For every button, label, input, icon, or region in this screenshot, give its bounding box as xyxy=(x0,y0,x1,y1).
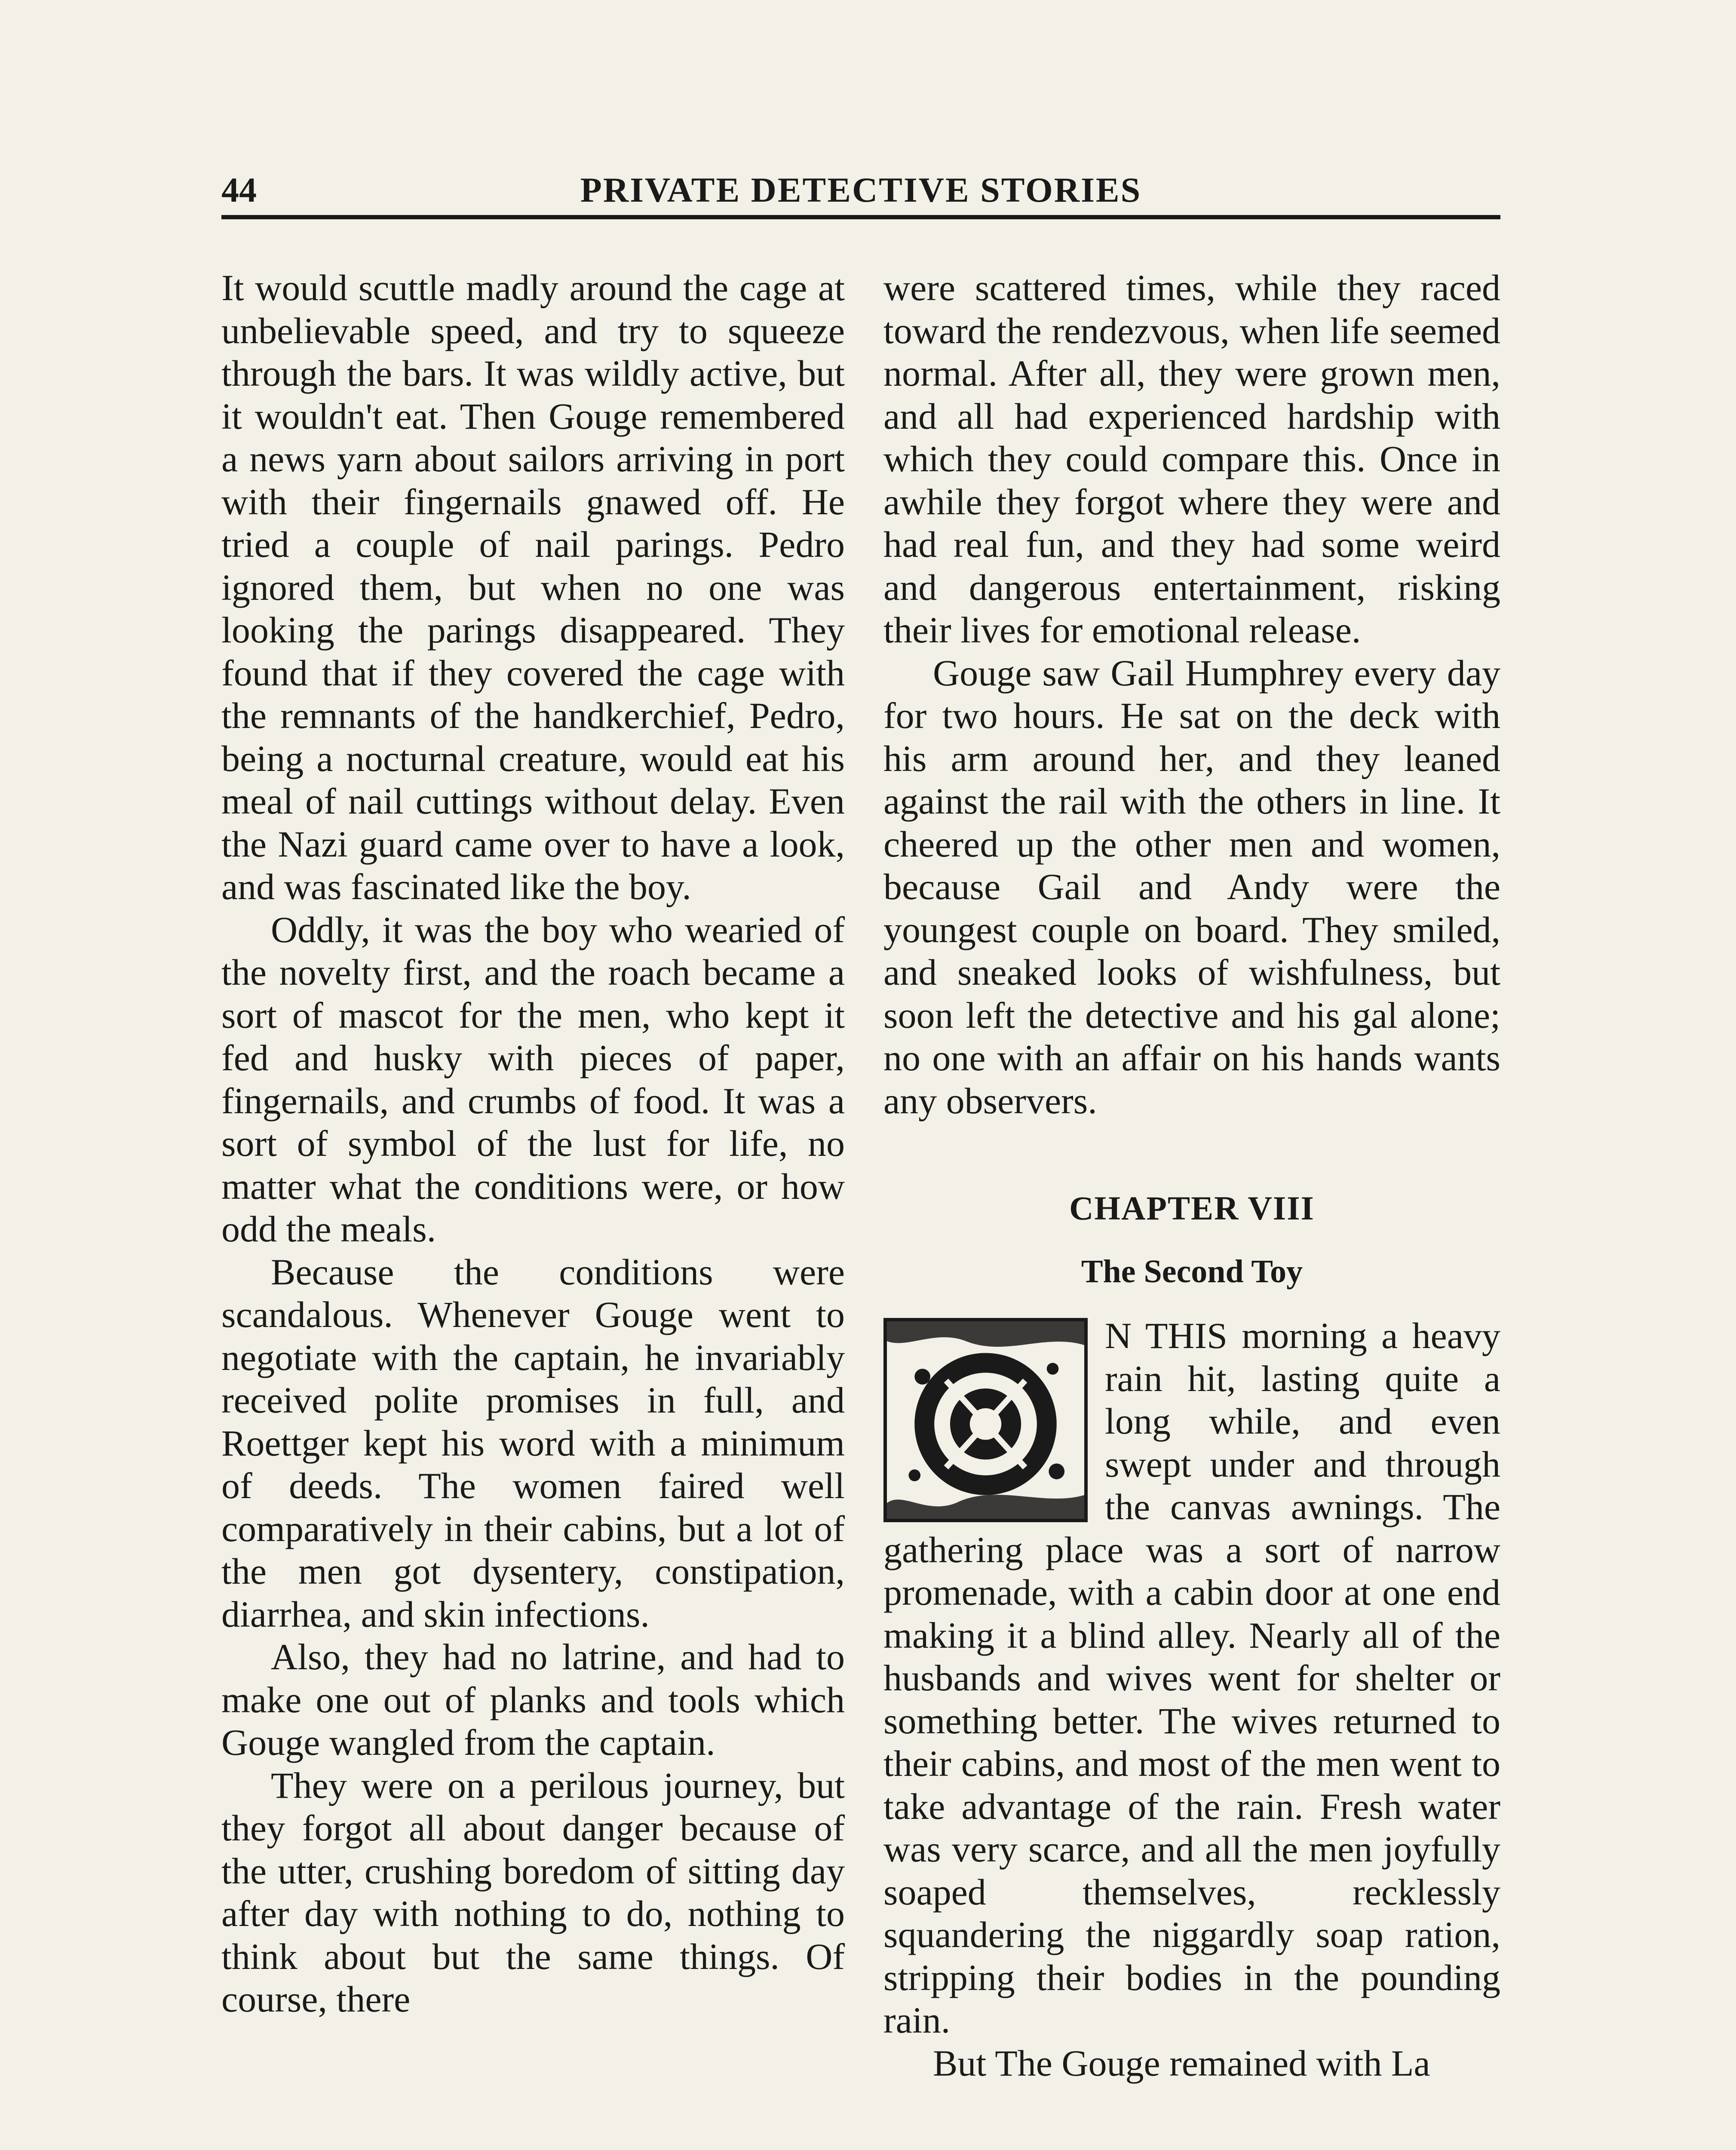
paragraph: Gouge saw Gail Humphrey every day for two hours. He sat on the deck with his arm around her, and they leaned against the rail with the others in line. It cheered up the other men and women, because Gail and Andy were the youngest couple on board. They smiled, and sneaked looks of wishfulness, but soon left the detective and his gal alone; no one with an affair on his hands wants any observers. xyxy=(883,652,1500,1121)
paragraph: But The Gouge remained with La xyxy=(933,2042,1430,2084)
paragraph: N THIS morning a heavy rain hit, lasting quite a long while, and even swept under and through the canvas awnings. The gathering place was a sort of narrow promenade, with a cabin door at one end making it a blind alley. Nearly all of the husbands and wives went for shelter or something better. The wives returned to their cabins, and most of the men went to take advantage of the rain. Fresh water was very scarce, and all the men joyfully soaped themselves, recklessly squandering the niggardly soap ration, stripping their bodies in the pounding rain. xyxy=(883,1315,1500,2041)
decorated-initial-o-icon xyxy=(883,1318,1088,1522)
paragraph: Also, they had no latrine, and had to make one out of planks and tools which Gouge wangled from the captain. xyxy=(221,1636,845,1763)
left-column xyxy=(221,267,845,2021)
paragraph: were scattered times, while they raced toward the rendezvous, when life seemed normal. After all, they were grown men, and all had experienced hardship with which they could compare this. Once in awhile they forgot where they were and had real fun, and they had some weird and dangerous entertainment, risking their lives for emotional release. xyxy=(883,267,1500,651)
right-column xyxy=(883,267,1500,2085)
page-number: 44 xyxy=(221,170,257,209)
page-header xyxy=(221,170,1500,217)
paragraph: Because the conditions were scandalous. Whenever Gouge went to negotiate with the captain, he invariably received polite promises in full, and Roettger kept his word with a minimum of deeds. The women faired well comparatively in their cabins, but a lot of the men got dysentery, constipation, diarrhea, and skin infections. xyxy=(221,1251,845,1635)
paragraph: They were on a perilous journey, but they forgot all about danger because of the utter, crushing boredom of sitting day after day with nothing to do, nothing to think about but the same things. Of course, there xyxy=(221,1764,845,2020)
magazine-title: PRIVATE DETECTIVE STORIES xyxy=(580,170,1142,209)
paragraph: Oddly, it was the boy who wearied of the novelty first, and the roach became a sort of mascot for the men, who kept it fed and husky with pieces of paper, fingernails, and crumbs of food. It was a sort of symbol of the lust for life, no matter what the conditions were, or how odd the meals. xyxy=(221,909,845,1250)
chapter-title: The Second Toy xyxy=(1081,1253,1303,1290)
paragraph: It would scuttle madly around the cage at unbelievable speed, and try to squeeze through the bars. It was wildly active, but it wouldn't eat. Then Gouge remembered a news yarn about sailors arriving in port with their fingernails gnawed off. He tried a couple of nail parings. Pedro ignored them, but when no one was looking the parings disappeared. They found that if they covered the cage with the remnants of the handkerchief, Pedro, being a nocturnal creature, would eat his meal of nail cuttings without delay. Even the Nazi guard came over to have a look, and was fascinated like the boy. xyxy=(221,267,845,907)
chapter-heading: CHAPTER VIII xyxy=(1069,1189,1315,1227)
header-rule xyxy=(221,215,1500,219)
